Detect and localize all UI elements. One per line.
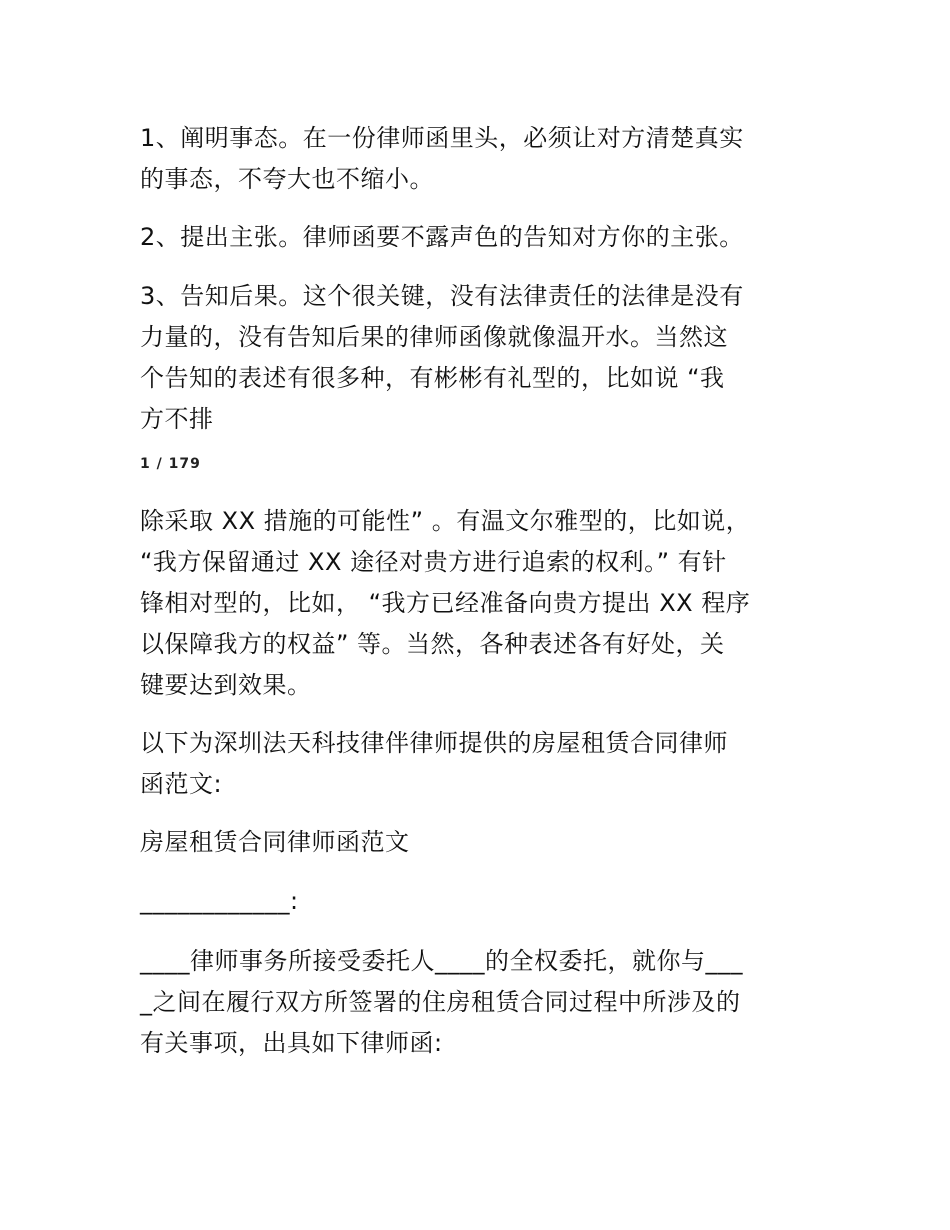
text-line: 3、告知后果。这个很关键，没有法律责任的法律是没有 [140, 282, 744, 310]
text-line: ____律师事务所接受委托人____的全权委托，就你与___ [140, 947, 743, 975]
text-line: 方不排 [140, 405, 214, 433]
paragraph-2 [140, 217, 820, 258]
document-heading [140, 822, 820, 863]
text-line: 以保障我方的权益” 等。当然，各种表述各有好处，关 [140, 630, 725, 658]
paragraph-8 [140, 941, 820, 1064]
paragraph-3 [140, 276, 820, 440]
paragraph-4 [140, 501, 820, 706]
text-line: 房屋租赁合同律师函范文 [140, 828, 410, 856]
text-line: 2、提出主张。律师函要不露声色的告知对方你的主张。 [140, 223, 744, 251]
text-line: 力量的，没有告知后果的律师函像就像温开水。当然这 [140, 323, 728, 351]
recipient-blank [140, 881, 820, 922]
page-number: 1 / 179 [140, 456, 201, 472]
text-line: 有关事项，出具如下律师函: [140, 1029, 443, 1057]
text-line: 1、阐明事态。在一份律师函里头，必须让对方清楚真实 [140, 124, 744, 152]
text-line: 个告知的表述有很多种，有彬彬有礼型的，比如说 “我 [140, 364, 725, 392]
text-line: 除采取 XX 措施的可能性” 。有温文尔雅型的，比如说， [140, 507, 751, 535]
text-line: 锋相对型的，比如， “我方已经准备向贵方提出 XX 程序 [140, 589, 751, 617]
text-line: 函范文: [140, 770, 223, 798]
text-line: _之间在履行双方所签署的住房租赁合同过程中所涉及的 [140, 988, 741, 1016]
text-line: 键要达到效果。 [140, 671, 312, 699]
paragraph-1 [140, 118, 820, 200]
text-line: “我方保留通过 XX 途径对贵方进行追索的权利。” 有针 [140, 548, 727, 576]
text-line: 的事态，不夸大也不缩小。 [140, 165, 434, 193]
text-line: 以下为深圳法天科技律伴律师提供的房屋租赁合同律师 [140, 729, 728, 757]
text-line: ____________: [140, 887, 299, 915]
paragraph-5 [140, 723, 820, 805]
